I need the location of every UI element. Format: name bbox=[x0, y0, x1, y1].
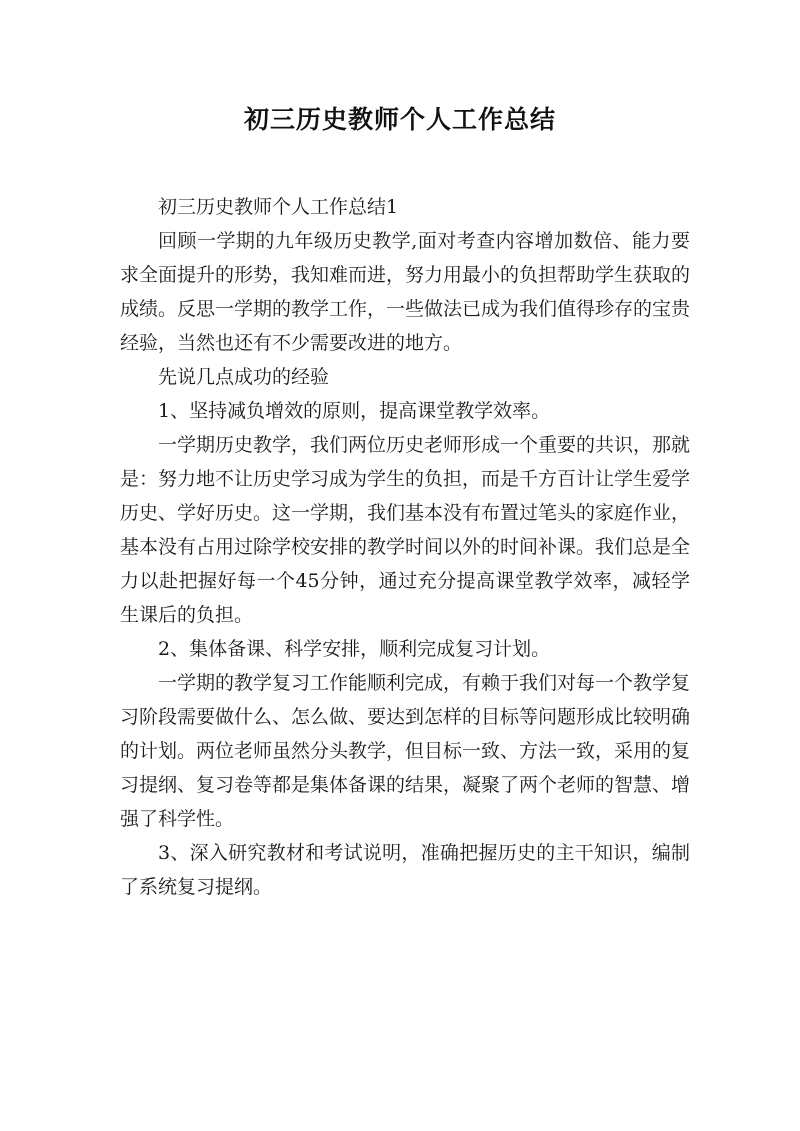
body-paragraph: 一学期的教学复习工作能顺利完成，有赖于我们对每一个教学复习阶段需要做什么、怎么做、要达到怎样的目标等问题形成比较明确的计划。两位老师虽然分头教学，但目标一致、方法一致，采用的复习提纲、复习卷等都是集体备课的结果，凝聚了两个老师的智慧、增强了科学性。 bbox=[120, 672, 691, 830]
document-body bbox=[120, 190, 690, 904]
subheading-paragraph: 初三历史教师个人工作总结1 bbox=[158, 196, 399, 218]
section-intro-paragraph: 先说几点成功的经验 bbox=[158, 366, 330, 388]
body-paragraph: 一学期历史教学，我们两位历史老师形成一个重要的共识，那就是：努力地不让历史学习成为学生的负担，而是千方百计让学生爱学历史、学好历史。这一学期，我们基本没有布置过笔头的家庭作业，基本没有占用过除学校安排的教学时间以外的时间补课。我们总是全力以赴把握好每一个45分钟，通过充分提高课堂教学效率，减轻学生课后的负担。 bbox=[120, 434, 691, 626]
point-heading-2: 2、集体备课、科学安排，顺利完成复习计划。 bbox=[158, 638, 551, 660]
point-heading-1: 1、坚持减负增效的原则，提高课堂教学效率。 bbox=[158, 400, 551, 422]
document-title: 初三历史教师个人工作总结 bbox=[243, 105, 556, 134]
body-paragraph: 回顾一学期的九年级历史教学,面对考查内容增加数倍、能力要求全面提升的形势，我知难而进，努力用最小的负担帮助学生获取的成绩。反思一学期的教学工作，一些做法已成为我们值得珍存的宝贵经验，当然也还有不少需要改进的地方。 bbox=[120, 230, 691, 354]
point-heading-3: 3、深入研究教材和考试说明，准确把握历史的主干知识，编制了系统复习提纲。 bbox=[120, 842, 690, 898]
